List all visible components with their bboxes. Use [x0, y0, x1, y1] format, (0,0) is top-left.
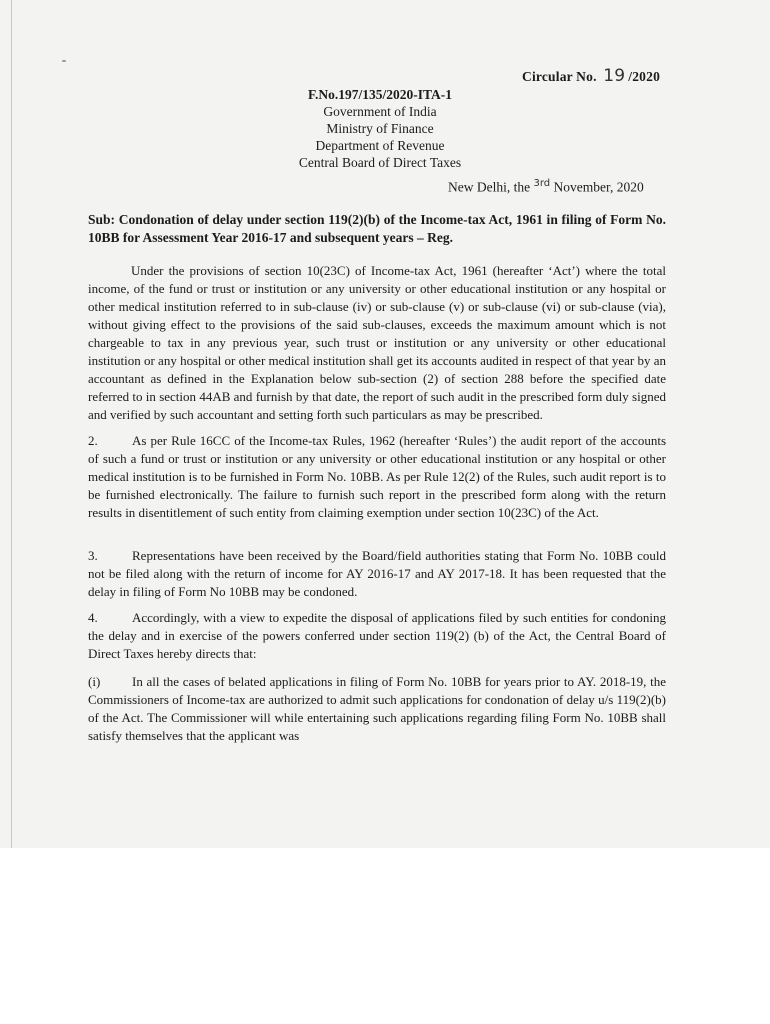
circular-number [522, 66, 660, 86]
paragraph-number: 3. [88, 548, 98, 563]
paragraph-2 [88, 432, 666, 522]
circular-handwritten-number: 19 [603, 66, 626, 86]
paragraph-text: Accordingly, with a view to expedite the disposal of applications filed by such entities for condoning the delay and in exercise of the powers conferred under section 119(2) (b) of the Act, the Central Board of Direct Taxes hereby directs that: [88, 610, 666, 661]
paragraph-4 [88, 609, 666, 663]
paragraph-number: 4. [88, 610, 98, 625]
paragraph-1: Under the provisions of section 10(23C) of Income-tax Act, 1961 (hereafter ‘Act’) where the total income, of the fund or trust or institution or any university or other educational institution or any hospital or other medical institution referred to in sub-clause (iv) or sub-clause (v) or sub-clause (vi) or sub-clause (via), without giving effect to the provisions of the said sub-clauses, exceeds the maximum amount which is not chargeable to tax in any previous year, such trust or institution or any university or other educational institution or any hospital or other medical institution shall get its accounts audited in respect of that year by an accountant as defined in the Explanation below sub-section (2) of section 288 before the specified date referred to in section 44AB and furnish by that date, the report of such audit in the prescribed form duly signed and verified by such accountant and setting forth such particulars as may be prescribed. [88, 263, 667, 422]
clause-label: (i) [88, 674, 101, 689]
date-line [448, 178, 644, 196]
header-ministry: Ministry of Finance [326, 121, 434, 136]
paragraph-text: Representations have been received by the Board/field authorities stating that Form No. 10BB could not be filed along with the return of income for AY 2016-17 and AY 2017-18. It has been requested that the delay in filing of Form No 10BB may be condoned. [88, 548, 666, 599]
paragraph-4-i [88, 673, 666, 745]
paragraph-text: As per Rule 16CC of the Income-tax Rules, 1962 (hereafter ‘Rules’) the audit report of the accounts of such a fund or trust or institution or any university or other educational institution or any hospital or other medical institution is to be furnished in Form No. 10BB. As per Rule 12(2) of the Rules, such audit report is to be furnished electronically. The failure to furnish such report in the prescribed form along with the return results in disentitlement of such entity from claiming exemption under section 10(23C) of the Act. [88, 433, 666, 520]
date-suffix: November, 2020 [553, 179, 644, 195]
file-number: F.No.197/135/2020-ITA-1 [307, 87, 452, 102]
clause-text: In all the cases of belated applications in filing of Form No. 10BB for years prior to AY. 2018-19, the Commissioners of Income-tax are authorized to admit such applications for condonation of delay u/s 119(2)(b) of the Act. The Commissioner will while entertaining such applications regarding filing Form No. 10BB shall satisfy themselves that the applicant was [88, 674, 666, 743]
paragraph-number: 2. [88, 433, 98, 448]
header-board: Central Board of Direct Taxes [298, 155, 462, 170]
date-prefix: New Delhi, the [448, 179, 531, 195]
circular-year: /2020 [628, 69, 661, 84]
circular-label: Circular No. [522, 69, 597, 84]
date-handwritten-day: 3rd [533, 178, 551, 189]
letterhead [250, 86, 510, 171]
paragraph-3 [88, 547, 666, 601]
header-department: Department of Revenue [315, 138, 445, 153]
subject-line: Sub: Condonation of delay under section 119(2)(b) of the Income-tax Act, 1961 in filing of Form No. 10BB for Assessment Year 2016-17 and subsequent years – Reg. [88, 212, 666, 245]
header-government: Government of India [323, 104, 437, 119]
